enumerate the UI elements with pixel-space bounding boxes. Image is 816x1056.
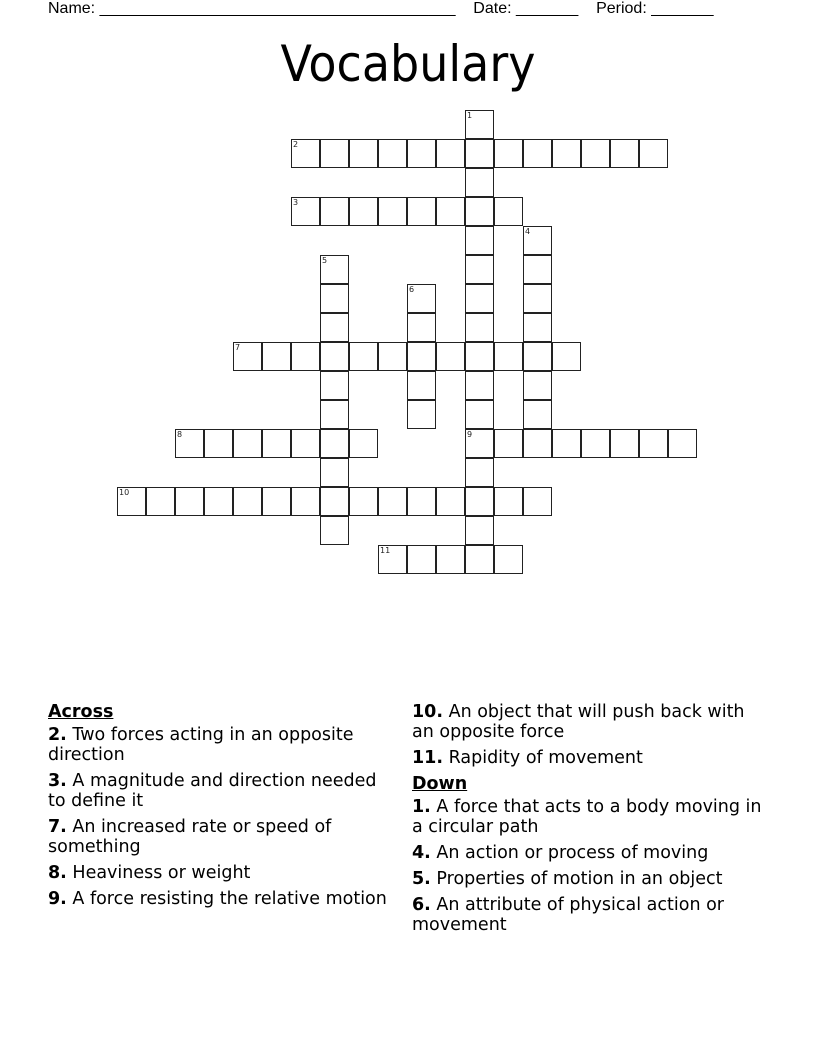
crossword-cell[interactable] — [494, 342, 523, 371]
crossword-cell[interactable] — [552, 429, 581, 458]
crossword-cell[interactable] — [610, 139, 639, 168]
crossword-cell[interactable] — [523, 342, 552, 371]
crossword-cell[interactable] — [349, 139, 378, 168]
crossword-cell[interactable] — [494, 197, 523, 226]
clue-number: 10. — [412, 702, 444, 722]
crossword-cell[interactable] — [349, 197, 378, 226]
crossword-cell[interactable] — [262, 487, 291, 516]
crossword-cell[interactable] — [523, 371, 552, 400]
clue-number-label: 1 — [467, 111, 473, 120]
crossword-cell[interactable] — [320, 487, 349, 516]
crossword-cell[interactable] — [494, 487, 523, 516]
crossword-cell[interactable] — [639, 139, 668, 168]
crossword-cell[interactable] — [668, 429, 697, 458]
crossword-cell[interactable] — [320, 342, 349, 371]
clue-number-label: 10 — [119, 488, 130, 497]
clues-column-right — [412, 702, 762, 941]
clue-number: 7. — [48, 817, 67, 837]
clue-across-2 — [48, 725, 388, 765]
crossword-cell[interactable] — [291, 429, 320, 458]
crossword-cell[interactable] — [204, 487, 233, 516]
clue-text: Two forces acting in an opposite direction — [48, 725, 354, 765]
crossword-cell[interactable] — [465, 516, 494, 545]
period-label: Period: — [596, 0, 647, 17]
crossword-cell[interactable] — [320, 516, 349, 545]
crossword-cell[interactable] — [465, 139, 494, 168]
clue-down-6 — [412, 895, 762, 935]
crossword-cell[interactable] — [233, 487, 262, 516]
clue-number: 9. — [48, 889, 67, 909]
crossword-cell[interactable] — [436, 139, 465, 168]
crossword-cell[interactable] — [233, 342, 262, 371]
clue-text: A force resisting the relative motion — [72, 889, 387, 909]
clue-number-label: 6 — [409, 285, 415, 294]
crossword-cell[interactable] — [378, 342, 407, 371]
crossword-cell[interactable] — [523, 284, 552, 313]
crossword-cell[interactable] — [465, 371, 494, 400]
clue-across-10 — [412, 702, 762, 742]
crossword-cell[interactable] — [262, 429, 291, 458]
crossword-cell[interactable] — [407, 342, 436, 371]
crossword-cell[interactable] — [233, 429, 262, 458]
across-heading: Across — [48, 702, 114, 722]
down-heading: Down — [412, 774, 468, 794]
date-label: Date: — [473, 0, 512, 17]
clue-number: 6. — [412, 895, 431, 915]
clue-text: A force that acts to a body moving in a circular path — [412, 797, 762, 837]
crossword-cell[interactable] — [407, 284, 436, 313]
crossword-cell[interactable] — [407, 400, 436, 429]
crossword-cell[interactable] — [523, 255, 552, 284]
clue-text: A magnitude and direction needed to define it — [48, 771, 377, 811]
clue-number-label: 2 — [293, 140, 299, 149]
crossword-cell[interactable] — [465, 545, 494, 574]
clue-across-8 — [48, 863, 388, 883]
clue-text: Properties of motion in an object — [436, 869, 723, 889]
clue-number-label: 11 — [380, 546, 391, 555]
crossword-cell[interactable] — [320, 197, 349, 226]
clue-text: An increased rate or speed of something — [48, 817, 332, 857]
period-field[interactable]: _______ — [651, 0, 714, 17]
crossword-cell[interactable] — [436, 342, 465, 371]
crossword-cell[interactable] — [465, 197, 494, 226]
crossword-cell[interactable] — [349, 487, 378, 516]
clue-across-9 — [48, 889, 388, 909]
crossword-cell[interactable] — [349, 342, 378, 371]
crossword-cell[interactable] — [523, 429, 552, 458]
crossword-cell[interactable] — [465, 284, 494, 313]
crossword-cell[interactable] — [291, 487, 320, 516]
crossword-cell[interactable] — [465, 458, 494, 487]
clue-text: Heaviness or weight — [72, 863, 251, 883]
clue-number: 3. — [48, 771, 67, 791]
crossword-cell[interactable] — [465, 342, 494, 371]
crossword-cell[interactable] — [494, 139, 523, 168]
crossword-cell[interactable] — [610, 429, 639, 458]
clue-across-3 — [48, 771, 388, 811]
crossword-cell[interactable] — [436, 545, 465, 574]
clue-text: An object that will push back with an opposite force — [412, 702, 745, 742]
crossword-cell[interactable] — [320, 371, 349, 400]
crossword-cell[interactable] — [291, 139, 320, 168]
clue-down-5 — [412, 869, 762, 889]
clue-number: 1. — [412, 797, 431, 817]
crossword-cell[interactable] — [523, 487, 552, 516]
crossword-cell[interactable] — [349, 429, 378, 458]
clue-number-label: 9 — [467, 430, 473, 439]
crossword-cell[interactable] — [320, 313, 349, 342]
date-field[interactable]: _______ — [516, 0, 579, 17]
crossword-cell[interactable] — [146, 487, 175, 516]
clue-text: An attribute of physical action or movement — [412, 895, 724, 935]
clue-number: 2. — [48, 725, 67, 745]
clue-number-label: 7 — [235, 343, 241, 352]
crossword-cell[interactable] — [465, 226, 494, 255]
clue-number: 11. — [412, 748, 444, 768]
crossword-cell[interactable] — [407, 487, 436, 516]
crossword-cell[interactable] — [465, 313, 494, 342]
crossword-cell[interactable] — [436, 487, 465, 516]
crossword-cell[interactable] — [378, 545, 407, 574]
clue-number-label: 8 — [177, 430, 183, 439]
crossword-cell[interactable] — [465, 487, 494, 516]
crossword-cell[interactable] — [494, 429, 523, 458]
clue-number: 8. — [48, 863, 67, 883]
crossword-cell[interactable] — [320, 255, 349, 284]
clue-down-1 — [412, 797, 762, 837]
crossword-cell[interactable] — [523, 226, 552, 255]
clue-number-label: 5 — [322, 256, 328, 265]
clue-text: An action or process of moving — [436, 843, 709, 863]
clue-number-label: 3 — [293, 198, 299, 207]
clue-number: 4. — [412, 843, 431, 863]
crossword-cell[interactable] — [581, 139, 610, 168]
clue-across-11 — [412, 748, 762, 768]
page-title: Vocabulary — [280, 35, 536, 93]
crossword-cell[interactable] — [320, 400, 349, 429]
crossword-cell[interactable] — [320, 284, 349, 313]
crossword-cell[interactable] — [407, 197, 436, 226]
crossword-cell[interactable] — [552, 139, 581, 168]
crossword-cell[interactable] — [465, 255, 494, 284]
crossword-cell[interactable] — [523, 139, 552, 168]
crossword-cell[interactable] — [378, 487, 407, 516]
crossword-cell[interactable] — [581, 429, 610, 458]
clue-number: 5. — [412, 869, 431, 889]
crossword-cell[interactable] — [465, 110, 494, 139]
crossword-cell[interactable] — [117, 487, 146, 516]
crossword-cell[interactable] — [407, 313, 436, 342]
crossword-cell[interactable] — [436, 197, 465, 226]
crossword-cell[interactable] — [378, 139, 407, 168]
clue-across-7 — [48, 817, 388, 857]
crossword-cell[interactable] — [552, 342, 581, 371]
name-label: Name: — [48, 0, 96, 17]
crossword-cell[interactable] — [291, 197, 320, 226]
crossword-cell[interactable] — [465, 168, 494, 197]
crossword-cell[interactable] — [204, 429, 233, 458]
clue-down-4 — [412, 843, 762, 863]
clue-number-label: 4 — [525, 227, 531, 236]
crossword-cell[interactable] — [494, 545, 523, 574]
crossword-cell[interactable] — [175, 429, 204, 458]
name-field[interactable]: ________________________________________ — [99, 0, 456, 17]
crossword-cell[interactable] — [291, 342, 320, 371]
crossword-cell[interactable] — [523, 400, 552, 429]
crossword-cell[interactable] — [465, 400, 494, 429]
crossword-cell[interactable] — [639, 429, 668, 458]
clues-column-left — [48, 702, 388, 915]
crossword-cell[interactable] — [320, 139, 349, 168]
crossword-cell[interactable] — [320, 429, 349, 458]
clue-text: Rapidity of movement — [448, 748, 643, 768]
crossword-cell[interactable] — [262, 342, 291, 371]
crossword-cell[interactable] — [175, 487, 204, 516]
crossword-cell[interactable] — [320, 458, 349, 487]
crossword-cell[interactable] — [407, 545, 436, 574]
crossword-cell[interactable] — [407, 371, 436, 400]
crossword-cell[interactable] — [465, 429, 494, 458]
crossword-cell[interactable] — [407, 139, 436, 168]
crossword-cell[interactable] — [523, 313, 552, 342]
crossword-cell[interactable] — [378, 197, 407, 226]
